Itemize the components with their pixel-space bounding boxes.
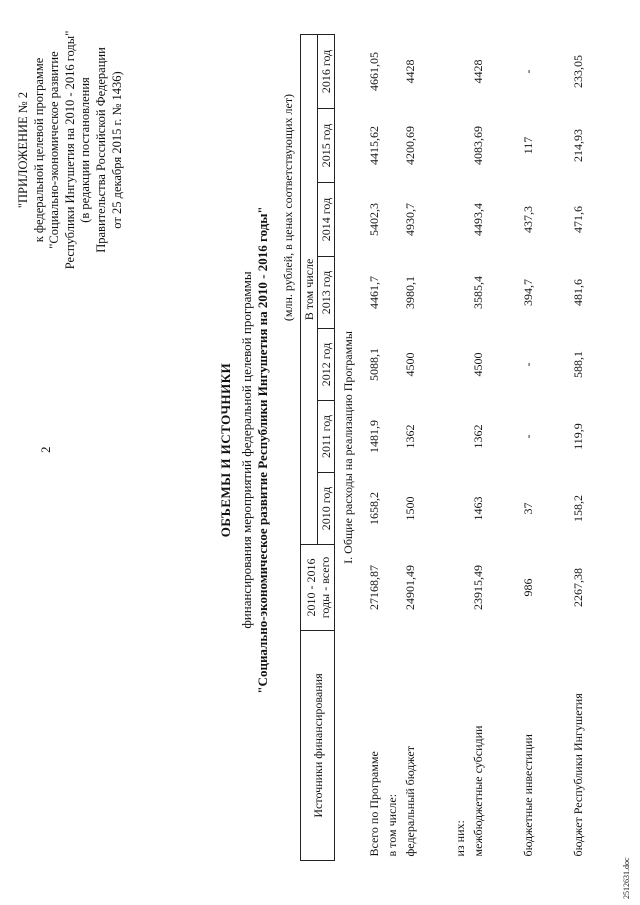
row-year-value: -	[521, 434, 535, 439]
table-row	[519, 34, 537, 860]
row-year-value: 4493,4	[471, 203, 485, 236]
row-year-value	[487, 34, 519, 108]
row-year-value	[451, 401, 469, 473]
table-row	[401, 34, 419, 860]
header-year: 2012 год	[318, 329, 335, 401]
row-year-value: 3585,4	[471, 276, 485, 309]
row-year-value: 5402,3	[367, 203, 381, 236]
row-year-value	[537, 473, 569, 545]
footer-doc-code: 2512631.doc	[622, 857, 631, 899]
row-total	[419, 545, 451, 631]
table-body	[335, 34, 588, 860]
row-total: 24901,49	[403, 565, 417, 610]
table-row	[451, 34, 469, 860]
row-year-value: 117	[521, 136, 535, 155]
page-number: 2	[38, 446, 53, 453]
row-year-value	[383, 183, 401, 257]
row-label: из них:	[453, 820, 467, 857]
row-year-value: -	[521, 362, 535, 367]
row-label: бюджет Республики Ингушетия	[571, 693, 585, 857]
row-year-value: -	[521, 69, 535, 74]
row-year-value: 1362	[403, 424, 417, 449]
row-year-value	[451, 109, 469, 183]
row-year-value	[383, 329, 401, 401]
header-source: Источники финансирования	[301, 631, 335, 861]
row-year-value	[451, 473, 469, 545]
appendix-line: к федеральной целевой программе	[31, 57, 46, 243]
row-total: 2267,38	[571, 568, 585, 607]
row-year-value	[419, 257, 451, 329]
row-year-value	[419, 34, 451, 108]
table-row	[537, 34, 569, 860]
table-row	[569, 34, 587, 860]
row-year-value	[537, 257, 569, 329]
row-year-value: 1481,9	[367, 420, 381, 453]
row-year-value: 4500	[471, 352, 485, 377]
row-year-value: 471,6	[571, 206, 585, 233]
row-total: 27168,87	[367, 565, 381, 610]
row-year-value	[419, 473, 451, 545]
row-year-value	[383, 401, 401, 473]
header-including: В том числе	[301, 34, 318, 544]
row-label	[537, 631, 569, 861]
row-year-value: 4461,7	[367, 276, 381, 309]
row-total	[487, 545, 519, 631]
row-year-value	[537, 109, 569, 183]
title-program-name: "Социально-экономическое развитие Республики Ингушетия на 2010 - 2016 годы"	[255, 206, 270, 694]
row-year-value: 1658,2	[367, 492, 381, 525]
row-year-value	[419, 183, 451, 257]
row-year-value: 1463	[471, 496, 485, 521]
row-label	[487, 631, 519, 861]
header-year: 2014 год	[318, 183, 335, 257]
header-year: 2016 год	[318, 34, 335, 108]
row-year-value: 481,6	[571, 279, 585, 306]
row-year-value: 4428	[403, 59, 417, 84]
table-row	[365, 34, 383, 860]
row-year-value: 4661,05	[367, 51, 381, 91]
row-label: в том числе:	[385, 793, 399, 857]
row-year-value	[383, 257, 401, 329]
row-year-value: 3980,1	[403, 276, 417, 309]
row-year-value	[383, 473, 401, 545]
row-year-value: 4428	[471, 59, 485, 84]
row-year-value	[419, 329, 451, 401]
section-title: I. Общие расходы на реализацию Программы	[341, 331, 355, 564]
document-title	[218, 35, 271, 865]
row-year-value: 233,05	[571, 54, 585, 88]
row-year-value: 37	[521, 502, 535, 515]
row-year-value: 4200,69	[403, 126, 417, 165]
row-year-value	[419, 401, 451, 473]
row-year-value: 437,3	[521, 206, 535, 233]
row-year-value	[537, 183, 569, 257]
row-year-value	[383, 109, 401, 183]
title-main: ОБЪЕМЫ И ИСТОЧНИКИ	[218, 362, 233, 538]
row-year-value	[487, 401, 519, 473]
row-year-value	[537, 329, 569, 401]
row-year-value: 214,93	[571, 129, 585, 162]
row-label: бюджетные инвестиции	[521, 734, 535, 857]
row-total: 986	[521, 578, 535, 597]
row-total	[383, 545, 401, 631]
unit-note: (млн. рублей, в ценах соответствующих лет)	[281, 93, 295, 322]
header-year: 2013 год	[318, 257, 335, 329]
table-row	[419, 34, 451, 860]
header-total: 2010 - 2016 годы - всего	[301, 545, 335, 631]
row-year-value	[383, 34, 401, 108]
row-total	[537, 545, 569, 631]
appendix-line: (в редакции постановления	[78, 77, 93, 223]
row-year-value	[451, 329, 469, 401]
row-year-value	[537, 34, 569, 108]
row-year-value: 4083,69	[471, 126, 485, 165]
row-label: межбюджетные субсидии	[471, 725, 485, 857]
row-year-value	[487, 183, 519, 257]
row-label: федеральный бюджет	[403, 746, 417, 857]
financing-table-grid	[300, 34, 587, 861]
table-row	[487, 34, 519, 860]
row-year-value	[419, 109, 451, 183]
financing-table	[300, 35, 620, 861]
appendix-line: Правительства Российской Федерации	[93, 47, 108, 253]
row-year-value: 1500	[403, 496, 417, 521]
table-row	[469, 34, 487, 860]
row-year-value: 394,7	[521, 279, 535, 306]
header-year: 2011 год	[318, 401, 335, 473]
row-year-value: 1362	[471, 424, 485, 449]
row-year-value: 119,9	[571, 423, 585, 450]
row-label	[419, 631, 451, 861]
appendix-line: от 25 декабря 2015 г. № 1436)	[109, 71, 124, 229]
title-subtitle: финансирования мероприятий федеральной целевой программы	[239, 271, 254, 629]
row-year-value: 5088,1	[367, 348, 381, 381]
appendix-line: "Социально-экономическое развитие	[47, 51, 62, 249]
header-year: 2010 год	[318, 473, 335, 545]
row-year-value	[487, 329, 519, 401]
row-year-value	[537, 401, 569, 473]
row-year-value	[451, 34, 469, 108]
row-label: Всего по Программе	[367, 751, 381, 857]
table-row	[383, 34, 401, 860]
row-year-value: 4500	[403, 352, 417, 377]
appendix-line: Республики Ингушетия на 2010 - 2016 годы"	[62, 30, 77, 270]
row-year-value	[451, 257, 469, 329]
appendix-line: "ПРИЛОЖЕНИЕ № 2	[16, 91, 30, 209]
row-total	[451, 545, 469, 631]
row-year-value: 4930,7	[403, 203, 417, 236]
row-total: 23915,49	[471, 565, 485, 610]
row-year-value	[487, 109, 519, 183]
row-year-value: 588,1	[571, 351, 585, 378]
row-year-value	[487, 473, 519, 545]
row-year-value	[487, 257, 519, 329]
row-year-value	[451, 183, 469, 257]
header-year: 2015 год	[318, 109, 335, 183]
appendix-header	[16, 5, 125, 295]
row-year-value: 4415,62	[367, 126, 381, 165]
row-year-value: 158,2	[571, 495, 585, 522]
